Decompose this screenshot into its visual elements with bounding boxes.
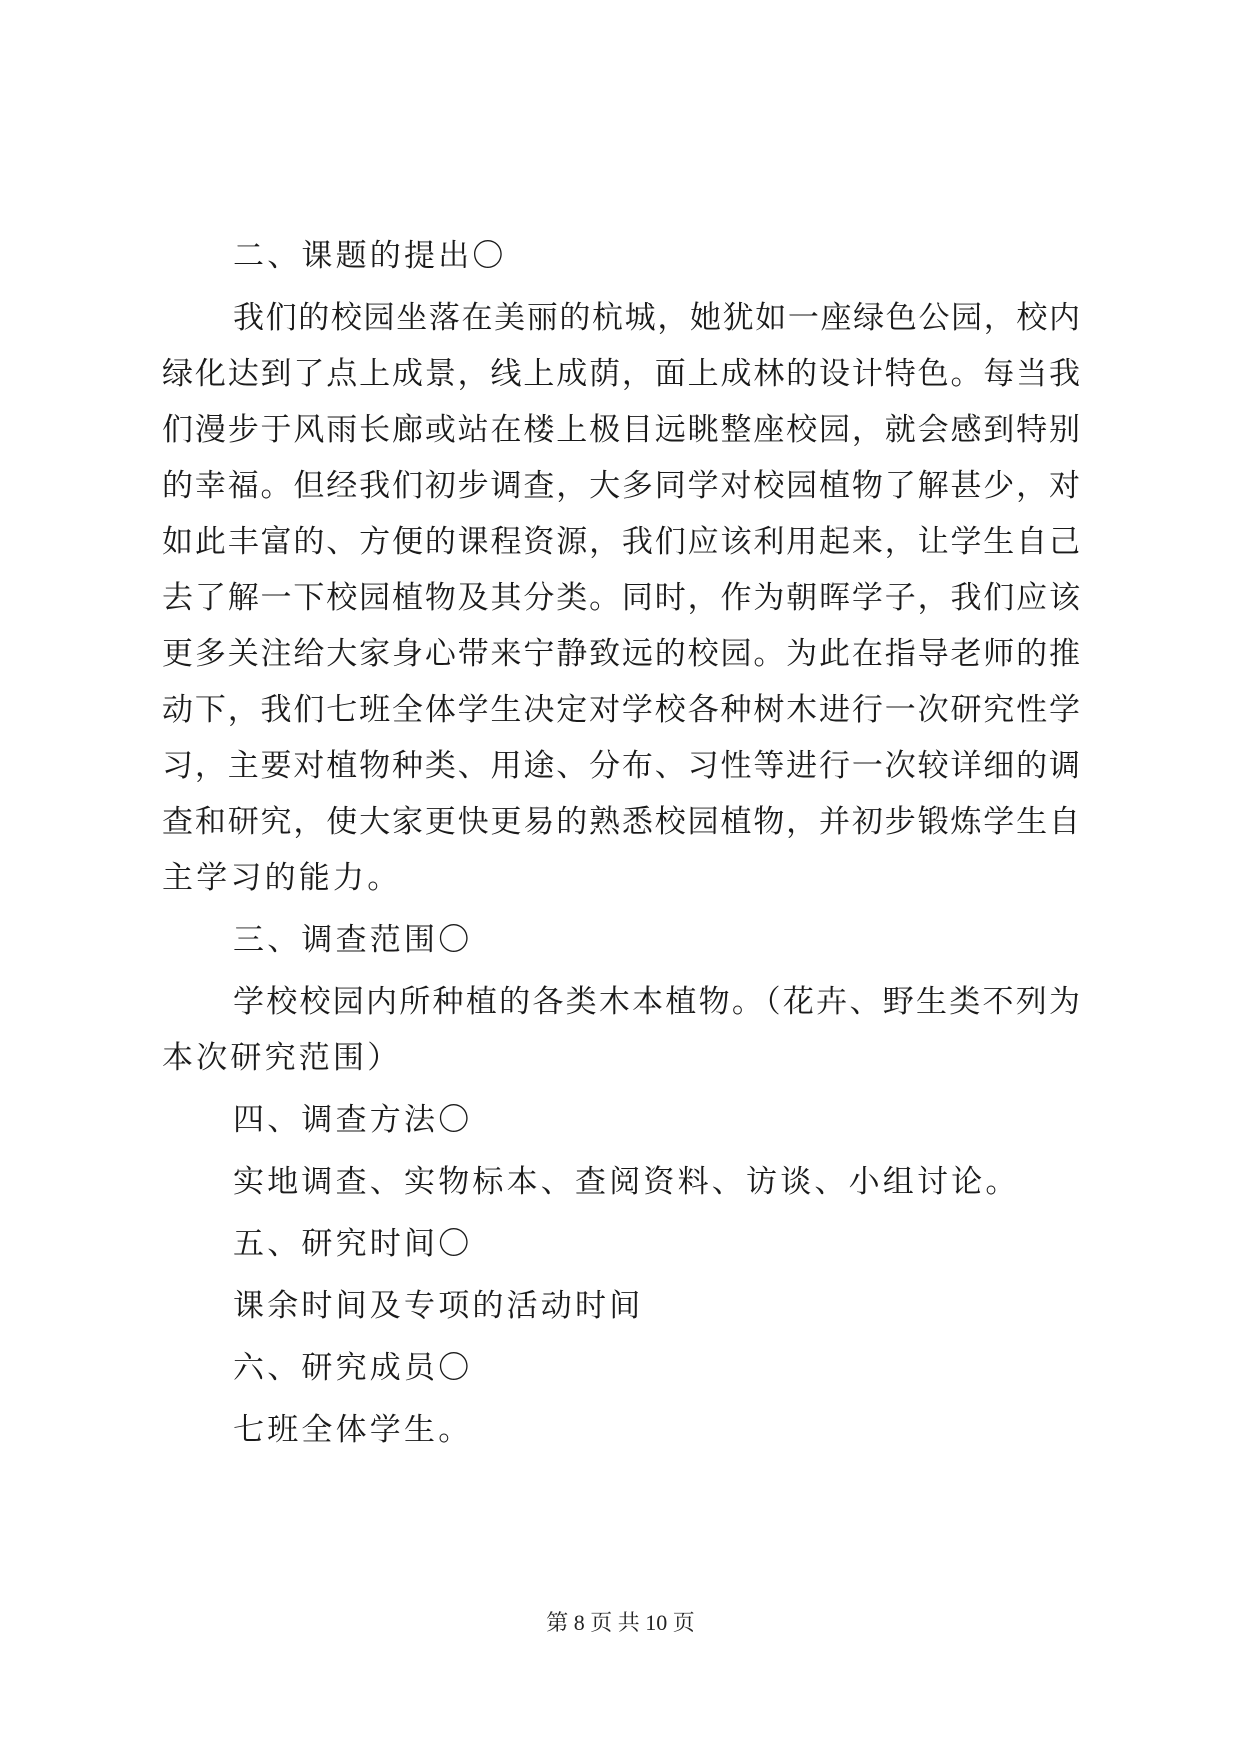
section-5-text: 课余时间及专项的活动时间 — [233, 1288, 644, 1324]
section-3-heading: 三、调查范围〇 — [233, 922, 473, 958]
section-2-line-4: 的幸福。但经我们初步调查，大多同学对校园植物了解甚少，对 — [162, 468, 1080, 504]
section-4-text: 实地调查、实物标本、查阅资料、访谈、小组讨论。 — [233, 1164, 1020, 1200]
section-5-heading: 五、研究时间〇 — [233, 1226, 473, 1262]
section-4-heading: 四、调查方法〇 — [233, 1102, 473, 1138]
section-3-line-1: 学校校园内所种植的各类木本植物。（花卉、野生类不列为 — [233, 984, 1080, 1020]
section-2-line-9: 习，主要对植物种类、用途、分布、习性等进行一次较详细的调 — [162, 748, 1080, 784]
section-3-line-2: 本次研究范围） — [162, 1040, 402, 1076]
page-number-footer: 第 8 页 共 10 页 — [546, 1610, 695, 1635]
section-2-line-5: 如此丰富的、方便的课程资源，我们应该利用起来，让学生自己 — [162, 524, 1080, 560]
section-2-line-7: 更多关注给大家身心带来宁静致远的校园。为此在指导老师的推 — [162, 636, 1080, 672]
section-6-heading: 六、研究成员〇 — [233, 1350, 473, 1386]
section-2-line-6: 去了解一下校园植物及其分类。同时，作为朝晖学子，我们应该 — [162, 580, 1080, 616]
section-2-line-11: 主学习的能力。 — [162, 860, 402, 896]
section-6-text: 七班全体学生。 — [233, 1412, 473, 1448]
section-2-line-2: 绿化达到了点上成景，线上成荫，面上成林的设计特色。每当我 — [162, 356, 1080, 392]
section-2-heading: 二、课题的提出〇 — [233, 238, 507, 274]
section-2-line-1: 我们的校园坐落在美丽的杭城，她犹如一座绿色公园，校内 — [233, 300, 1080, 336]
section-2-line-8: 动下，我们七班全体学生决定对学校各种树木进行一次研究性学 — [162, 692, 1080, 728]
section-2-line-3: 们漫步于风雨长廊或站在楼上极目远眺整座校园，就会感到特别 — [162, 412, 1080, 448]
section-2-line-10: 查和研究，使大家更快更易的熟悉校园植物，并初步锻炼学生自 — [162, 804, 1080, 840]
